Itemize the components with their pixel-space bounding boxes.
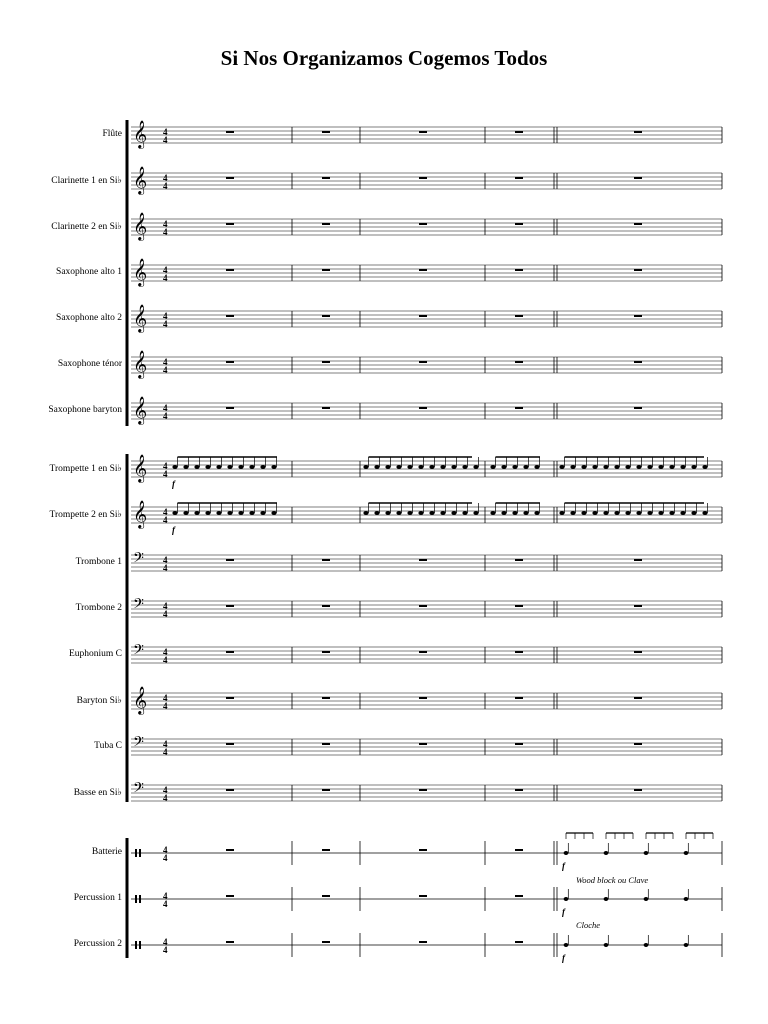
treble-clef: 𝄞 [133, 258, 148, 286]
note-head [644, 851, 649, 855]
instrument-label: Euphonium C [68, 649, 122, 659]
note-head [680, 465, 685, 469]
dynamic-forte: f [172, 479, 175, 489]
whole-rest [322, 651, 330, 653]
note-head [603, 465, 608, 469]
whole-rest [419, 559, 427, 561]
time-signature-top: 4 [163, 693, 168, 703]
treble-clef: 𝄞 [133, 500, 148, 528]
time-signature-bottom: 4 [163, 701, 168, 711]
time-signature-bottom: 4 [163, 945, 168, 955]
instrument-label: Trombone 2 [75, 603, 122, 613]
whole-rest [322, 895, 330, 897]
note-head [691, 465, 696, 469]
whole-rest [634, 223, 642, 225]
note-head [684, 943, 689, 947]
note-head [440, 465, 445, 469]
bass-clef: 𝄢 [133, 642, 144, 662]
whole-rest [322, 361, 330, 363]
note-head [680, 511, 685, 515]
note-head [363, 511, 368, 515]
note-head [271, 465, 276, 469]
note-head [429, 511, 434, 515]
whole-rest [226, 269, 234, 271]
note-head [534, 511, 539, 515]
note-head [374, 465, 379, 469]
time-signature-top: 4 [163, 357, 168, 367]
time-signature-top: 4 [163, 601, 168, 611]
time-signature-bottom: 4 [163, 747, 168, 757]
whole-rest [419, 651, 427, 653]
note-head [658, 511, 663, 515]
note-head [702, 465, 707, 469]
whole-rest [515, 605, 523, 607]
note-head [564, 897, 569, 901]
whole-rest [226, 223, 234, 225]
note-head [271, 511, 276, 515]
note-head [407, 465, 412, 469]
whole-rest [515, 131, 523, 133]
whole-rest [515, 407, 523, 409]
note-head [396, 465, 401, 469]
instrument-label: Percussion 1 [73, 893, 122, 903]
note-head [636, 511, 641, 515]
time-signature-bottom: 4 [163, 365, 168, 375]
time-signature-top: 4 [163, 127, 168, 137]
dynamic-forte: f [562, 953, 565, 963]
whole-rest [634, 407, 642, 409]
note-head [614, 465, 619, 469]
note-head [183, 511, 188, 515]
whole-rest [322, 849, 330, 851]
whole-rest [322, 315, 330, 317]
time-signature-bottom: 4 [163, 853, 168, 863]
note-head [227, 465, 232, 469]
time-signature-bottom: 4 [163, 793, 168, 803]
time-signature-bottom: 4 [163, 411, 168, 421]
whole-rest [322, 269, 330, 271]
time-signature-top: 4 [163, 219, 168, 229]
note-head [216, 511, 221, 515]
whole-rest [634, 269, 642, 271]
instrument-label: Clarinette 2 en Si♭ [51, 222, 122, 232]
staff-system [127, 120, 722, 963]
annotation-cloche: Cloche [576, 920, 601, 930]
time-signature-top: 4 [163, 891, 168, 901]
note-head [374, 511, 379, 515]
time-signature-bottom: 4 [163, 227, 168, 237]
note-head [570, 511, 575, 515]
whole-rest [322, 131, 330, 133]
time-signature-bottom: 4 [163, 319, 168, 329]
note-head [684, 851, 689, 855]
whole-rest [419, 361, 427, 363]
note-head [592, 465, 597, 469]
whole-rest [322, 941, 330, 943]
treble-clef: 𝄞 [133, 454, 148, 482]
whole-rest [226, 559, 234, 561]
note-head [512, 511, 517, 515]
instrument-label: Percussion 2 [73, 939, 122, 949]
time-signature-bottom: 4 [163, 469, 168, 479]
instrument-label: Batterie [91, 847, 122, 857]
note-head [684, 897, 689, 901]
whole-rest [634, 131, 642, 133]
whole-rest [515, 697, 523, 699]
note-head [501, 465, 506, 469]
note-head [669, 511, 674, 515]
whole-rest [226, 849, 234, 851]
whole-rest [419, 849, 427, 851]
instrument-label: Flûte [102, 129, 122, 139]
whole-rest [419, 941, 427, 943]
time-signature-top: 4 [163, 937, 168, 947]
whole-rest [634, 361, 642, 363]
whole-rest [322, 223, 330, 225]
time-signature-bottom: 4 [163, 135, 168, 145]
note-head [172, 511, 177, 515]
whole-rest [322, 743, 330, 745]
whole-rest [226, 315, 234, 317]
time-signature-top: 4 [163, 265, 168, 275]
note-head [691, 511, 696, 515]
treble-clef: 𝄞 [133, 212, 148, 240]
whole-rest [322, 559, 330, 561]
note-head [564, 851, 569, 855]
percussion-clef [139, 941, 141, 949]
note-head [183, 465, 188, 469]
whole-rest [515, 849, 523, 851]
note-head [523, 511, 528, 515]
whole-rest [515, 269, 523, 271]
percussion-clef [135, 895, 137, 903]
note-head [418, 511, 423, 515]
whole-rest [634, 697, 642, 699]
whole-rest [322, 605, 330, 607]
whole-rest [515, 743, 523, 745]
note-head [644, 943, 649, 947]
note-head [473, 511, 478, 515]
time-signature-top: 4 [163, 403, 168, 413]
note-head [490, 511, 495, 515]
note-head [501, 511, 506, 515]
annotation-wood-block: Wood block ou Clave [576, 875, 649, 885]
time-signature-bottom: 4 [163, 563, 168, 573]
note-head [604, 851, 609, 855]
whole-rest [634, 315, 642, 317]
whole-rest [226, 361, 234, 363]
whole-rest [419, 177, 427, 179]
whole-rest [419, 223, 427, 225]
note-head [592, 511, 597, 515]
whole-rest [419, 407, 427, 409]
percussion-clef [135, 849, 137, 857]
whole-rest [226, 177, 234, 179]
note-head [625, 465, 630, 469]
note-head [249, 511, 254, 515]
note-head [385, 511, 390, 515]
whole-rest [634, 559, 642, 561]
time-signature-bottom: 4 [163, 273, 168, 283]
note-head [462, 465, 467, 469]
whole-rest [634, 605, 642, 607]
treble-clef: 𝄞 [133, 166, 148, 194]
whole-rest [322, 407, 330, 409]
treble-clef: 𝄞 [133, 396, 148, 424]
note-head [512, 465, 517, 469]
whole-rest [419, 697, 427, 699]
whole-rest [419, 315, 427, 317]
instrument-label: Clarinette 1 en Si♭ [51, 176, 122, 186]
note-head [429, 465, 434, 469]
bass-clef: 𝄢 [133, 596, 144, 616]
note-head [227, 511, 232, 515]
time-signature-top: 4 [163, 311, 168, 321]
note-head [238, 511, 243, 515]
note-head [614, 511, 619, 515]
whole-rest [634, 789, 642, 791]
percussion-clef [139, 895, 141, 903]
time-signature-top: 4 [163, 785, 168, 795]
whole-rest [515, 651, 523, 653]
note-head [260, 465, 265, 469]
time-signature-top: 4 [163, 555, 168, 565]
whole-rest [322, 789, 330, 791]
whole-rest [634, 177, 642, 179]
whole-rest [419, 131, 427, 133]
treble-clef: 𝄞 [133, 686, 148, 714]
note-head [636, 465, 641, 469]
whole-rest [226, 697, 234, 699]
note-head [407, 511, 412, 515]
time-signature-top: 4 [163, 739, 168, 749]
whole-rest [322, 697, 330, 699]
whole-rest [419, 789, 427, 791]
note-head [462, 511, 467, 515]
whole-rest [419, 605, 427, 607]
note-head [473, 465, 478, 469]
note-head [451, 511, 456, 515]
whole-rest [226, 605, 234, 607]
note-head [644, 897, 649, 901]
whole-rest [515, 559, 523, 561]
percussion-clef [135, 941, 137, 949]
score-title: Si Nos Organizamos Cogemos Todos [220, 46, 548, 70]
time-signature-bottom: 4 [163, 899, 168, 909]
instrument-label: Saxophone ténor [57, 359, 122, 369]
time-signature-top: 4 [163, 507, 168, 517]
note-head [216, 465, 221, 469]
note-head [172, 465, 177, 469]
note-head [570, 465, 575, 469]
instrument-label: Trompette 1 en Si♭ [49, 464, 122, 474]
whole-rest [226, 941, 234, 943]
time-signature-bottom: 4 [163, 655, 168, 665]
note-head [363, 465, 368, 469]
instrument-label: Tuba C [94, 741, 122, 751]
whole-rest [515, 361, 523, 363]
bass-clef: 𝄢 [133, 550, 144, 570]
note-head [603, 511, 608, 515]
whole-rest [226, 743, 234, 745]
treble-clef: 𝄞 [133, 350, 148, 378]
note-head [451, 465, 456, 469]
whole-rest [634, 743, 642, 745]
note-head [205, 511, 210, 515]
note-head [440, 511, 445, 515]
note-head [559, 511, 564, 515]
percussion-clef [139, 849, 141, 857]
whole-rest [419, 895, 427, 897]
note-head [523, 465, 528, 469]
note-head [249, 465, 254, 469]
whole-rest [515, 315, 523, 317]
instrument-label: Saxophone baryton [48, 405, 122, 415]
note-head [581, 511, 586, 515]
whole-rest [515, 895, 523, 897]
note-head [205, 465, 210, 469]
whole-rest [515, 177, 523, 179]
note-head [604, 897, 609, 901]
note-head [194, 511, 199, 515]
treble-clef: 𝄞 [133, 304, 148, 332]
dynamic-forte: f [172, 525, 175, 535]
whole-rest [419, 269, 427, 271]
whole-rest [226, 651, 234, 653]
time-signature-top: 4 [163, 173, 168, 183]
dynamic-forte: f [562, 861, 565, 871]
instrument-label: Baryton Si♭ [76, 696, 122, 706]
note-head [604, 943, 609, 947]
instrument-label: Trombone 1 [75, 557, 122, 567]
note-head [396, 511, 401, 515]
note-head [418, 465, 423, 469]
time-signature-bottom: 4 [163, 609, 168, 619]
note-head [581, 465, 586, 469]
note-head [238, 465, 243, 469]
note-head [260, 511, 265, 515]
whole-rest [515, 789, 523, 791]
instrument-label: Saxophone alto 2 [56, 313, 122, 323]
note-head [702, 511, 707, 515]
note-head [490, 465, 495, 469]
whole-rest [515, 223, 523, 225]
time-signature-bottom: 4 [163, 181, 168, 191]
bass-clef: 𝄢 [133, 734, 144, 754]
dynamic-forte: f [562, 907, 565, 917]
whole-rest [515, 941, 523, 943]
whole-rest [634, 651, 642, 653]
whole-rest [226, 895, 234, 897]
bass-clef: 𝄢 [133, 780, 144, 800]
note-head [385, 465, 390, 469]
note-head [564, 943, 569, 947]
whole-rest [226, 407, 234, 409]
whole-rest [322, 177, 330, 179]
note-head [647, 465, 652, 469]
whole-rest [226, 131, 234, 133]
instrument-label: Trompette 2 en Si♭ [49, 510, 122, 520]
note-head [194, 465, 199, 469]
note-head [559, 465, 564, 469]
note-head [647, 511, 652, 515]
time-signature-bottom: 4 [163, 515, 168, 525]
note-head [669, 465, 674, 469]
note-head [534, 465, 539, 469]
whole-rest [226, 789, 234, 791]
whole-rest [419, 743, 427, 745]
treble-clef: 𝄞 [133, 120, 148, 148]
note-head [625, 511, 630, 515]
instrument-label: Saxophone alto 1 [56, 267, 122, 277]
time-signature-top: 4 [163, 647, 168, 657]
instrument-label: Basse en Si♭ [73, 788, 122, 798]
time-signature-top: 4 [163, 845, 168, 855]
time-signature-top: 4 [163, 461, 168, 471]
note-head [658, 465, 663, 469]
